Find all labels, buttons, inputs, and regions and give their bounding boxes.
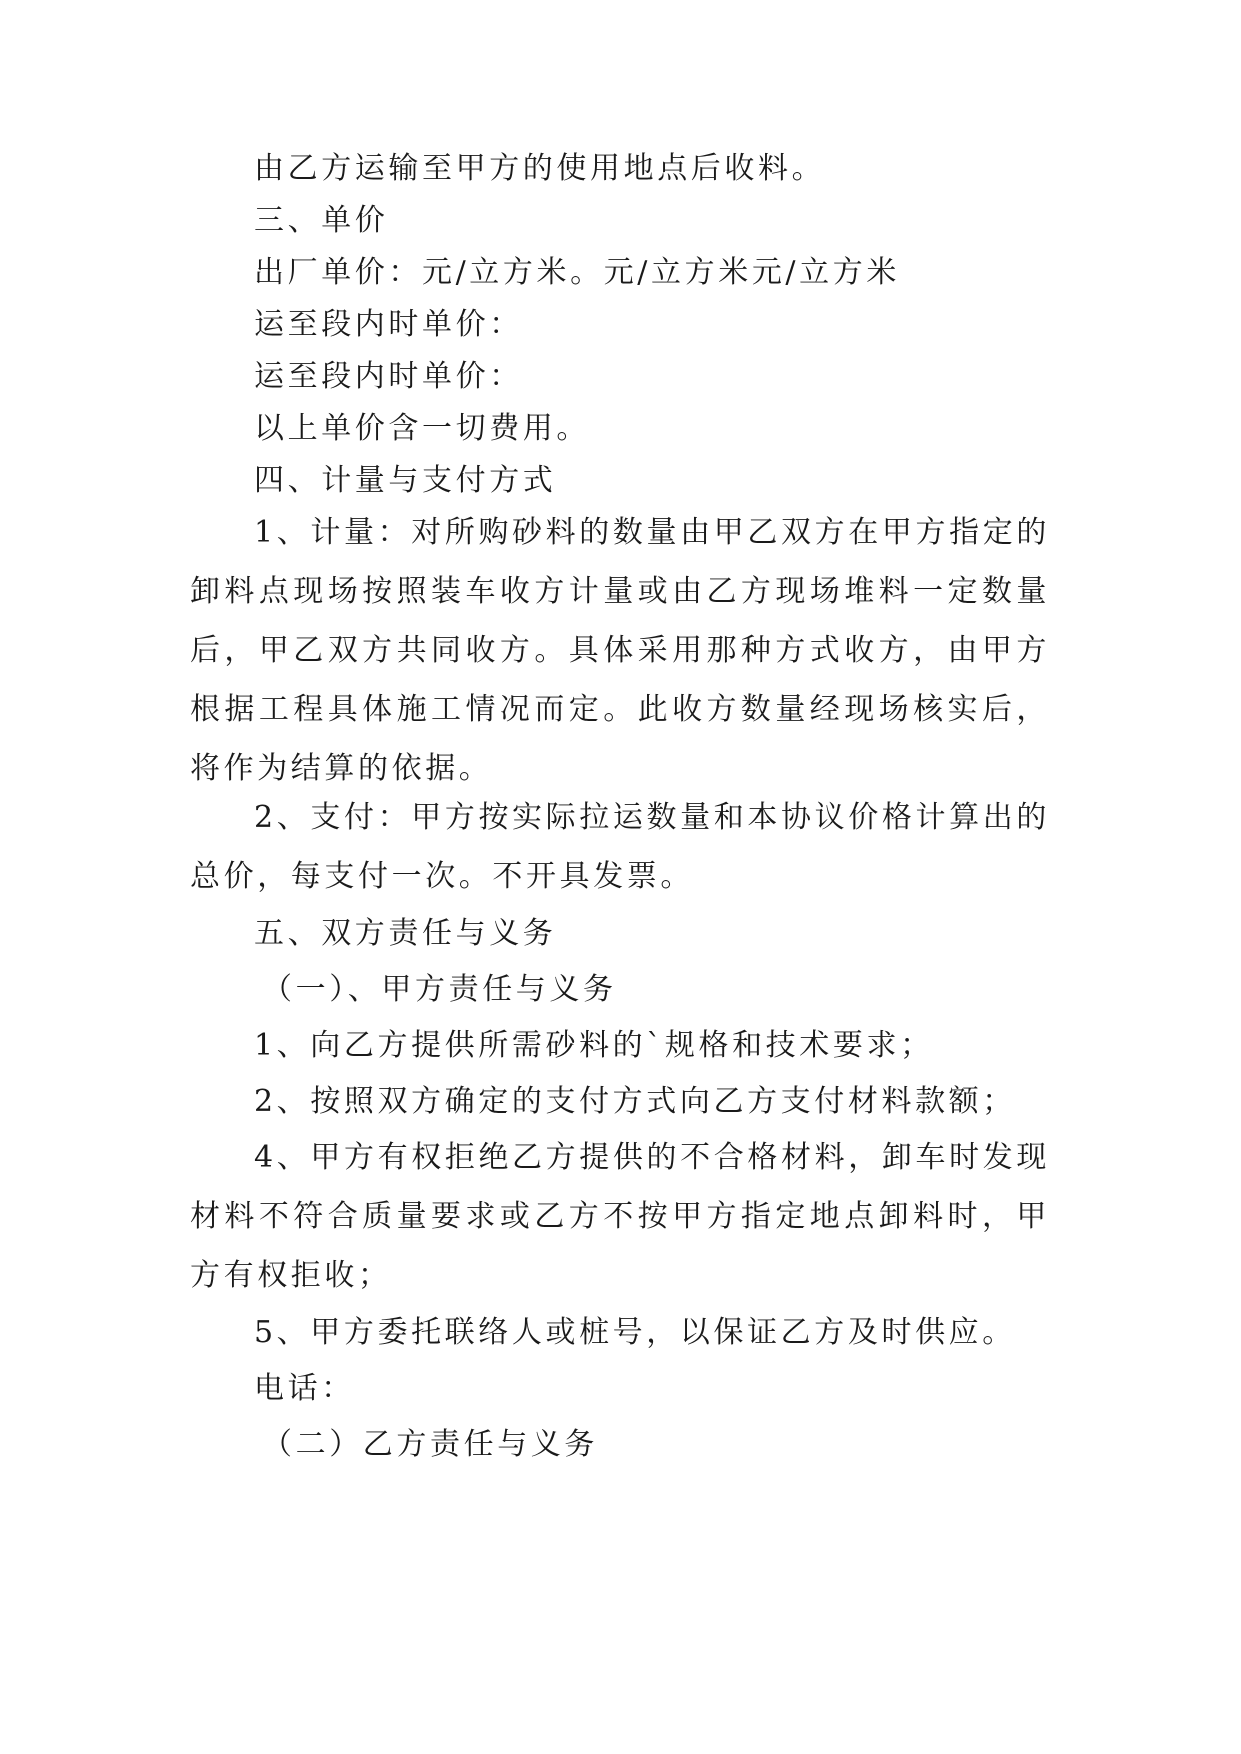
party-a-item-2: 2、按照双方确定的支付方式向乙方支付材料款额； <box>254 1084 1016 1119</box>
party-a-item-5: 5、甲方委托联络人或桩号，以保证乙方及时供应。 <box>254 1315 1016 1350</box>
phone-label: 电话： <box>254 1371 355 1406</box>
paragraph-measurement: 1、计量：对所购砂料的数量由甲乙双方在甲方指定的卸料点现场按照装车收方计量或由乙方现场堆料一定数量后，甲乙双方共同收方。具体采用那种方式收方，由甲方根据工程具体施工情况而定。此收方数量经现场核实后，将作为结算的依据。 <box>190 515 1050 786</box>
heading-party-b: （二）乙方责任与义务 <box>262 1427 598 1462</box>
party-a-item-1: 1、向乙方提供所需砂料的`规格和技术要求； <box>254 1028 934 1063</box>
text-line-price-includes: 以上单价含一切费用。 <box>254 411 590 446</box>
text-line-section-price-1: 运至段内时单价： <box>254 307 523 342</box>
text-line-section-price-2: 运至段内时单价： <box>254 359 523 394</box>
heading-responsibilities: 五、双方责任与义务 <box>254 916 557 951</box>
heading-measure-payment: 四、计量与支付方式 <box>254 463 557 498</box>
paragraph-payment: 2、支付：甲方按实际拉运数量和本协议价格计算出的总价，每支付一次。不开具发票。 <box>190 800 1050 894</box>
heading-unit-price: 三、单价 <box>254 203 389 238</box>
paragraph-party-a-item-4: 4、甲方有权拒绝乙方提供的不合格材料，卸车时发现材料不符合质量要求或乙方不按甲方指定地点卸料时，甲方有权拒收； <box>190 1140 1050 1293</box>
text-line-factory-price: 出厂单价：元/立方米。元/立方米元/立方米 <box>254 255 900 290</box>
text-line-delivery: 由乙方运输至甲方的使用地点后收料。 <box>254 151 826 186</box>
heading-party-a: （一）、甲方责任与义务 <box>262 972 617 1007</box>
